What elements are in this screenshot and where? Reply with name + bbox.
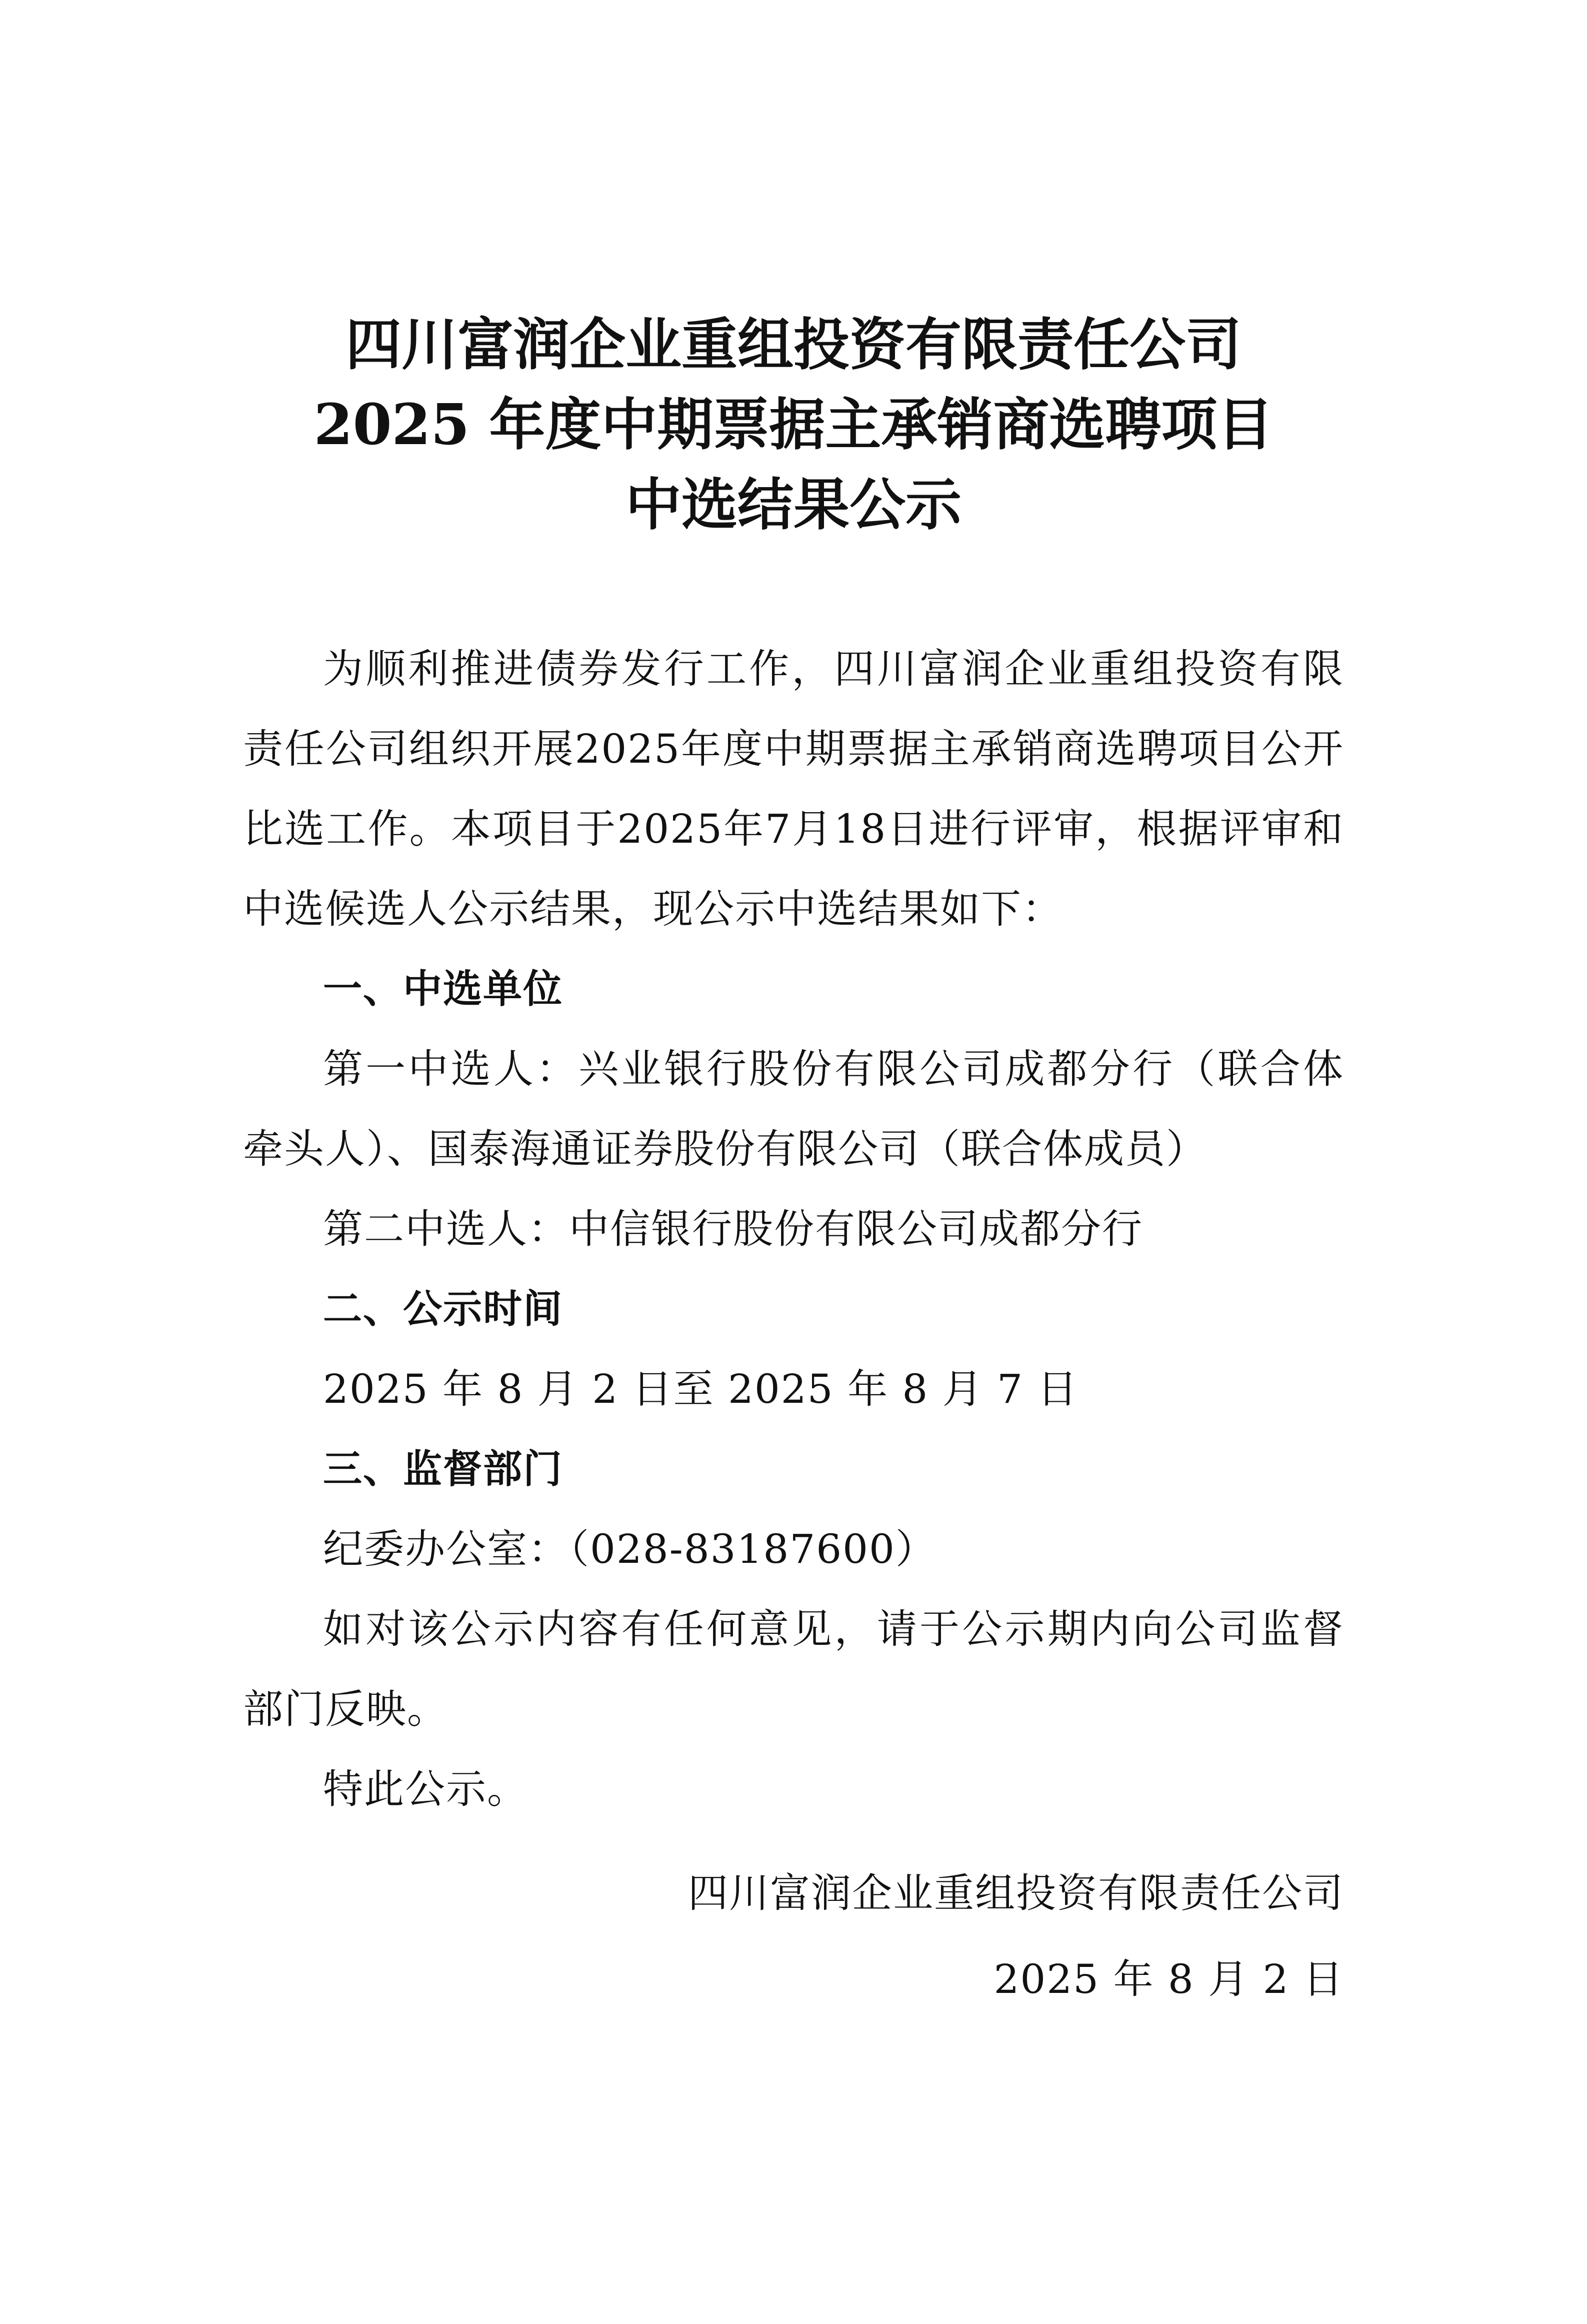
section-heading-winners: 一、中选单位 xyxy=(323,967,564,1012)
title-line-2: 2025 年度中期票据主承销商选聘项目 xyxy=(314,392,1274,458)
signature-organization: 四川富润企业重组投资有限责任公司 xyxy=(688,1870,1344,1916)
document-body xyxy=(243,629,1344,1829)
feedback-paragraph: 如对该公示内容有任何意见，请于公示期内向公司监督部门反映。 xyxy=(243,1606,1344,1732)
first-winner: 第一中选人：兴业银行股份有限公司成都分行（联合体牵头人）、国泰海通证券股份有限公司（联合体成员） xyxy=(243,1046,1344,1172)
section-heading-period: 二、公示时间 xyxy=(323,1287,564,1332)
publicity-period: 2025 年 8 月 2 日至 2025 年 8 月 7 日 xyxy=(323,1366,1078,1412)
title-line-3: 中选结果公示 xyxy=(626,472,962,538)
signature-date: 2025 年 8 月 2 日 xyxy=(994,1956,1344,2002)
section-heading-supervision: 三、监督部门 xyxy=(323,1447,564,1492)
supervision-office: 纪委办公室：（028-83187600） xyxy=(323,1526,936,1572)
signature-block xyxy=(688,1850,1344,2022)
closing-text: 特此公示。 xyxy=(323,1766,528,1812)
title-line-1: 四川富润企业重组投资有限责任公司 xyxy=(346,312,1242,378)
second-winner: 第二中选人：中信银行股份有限公司成都分行 xyxy=(323,1206,1143,1252)
document-title xyxy=(0,305,1587,545)
intro-paragraph: 为顺利推进债券发行工作，四川富润企业重组投资有限责任公司组织开展2025年度中期票据主承销商选聘项目公开比选工作。本项目于2025年7月18日进行评审，根据评审和中选候选人公示结果，现公示中选结果如下： xyxy=(243,646,1344,932)
